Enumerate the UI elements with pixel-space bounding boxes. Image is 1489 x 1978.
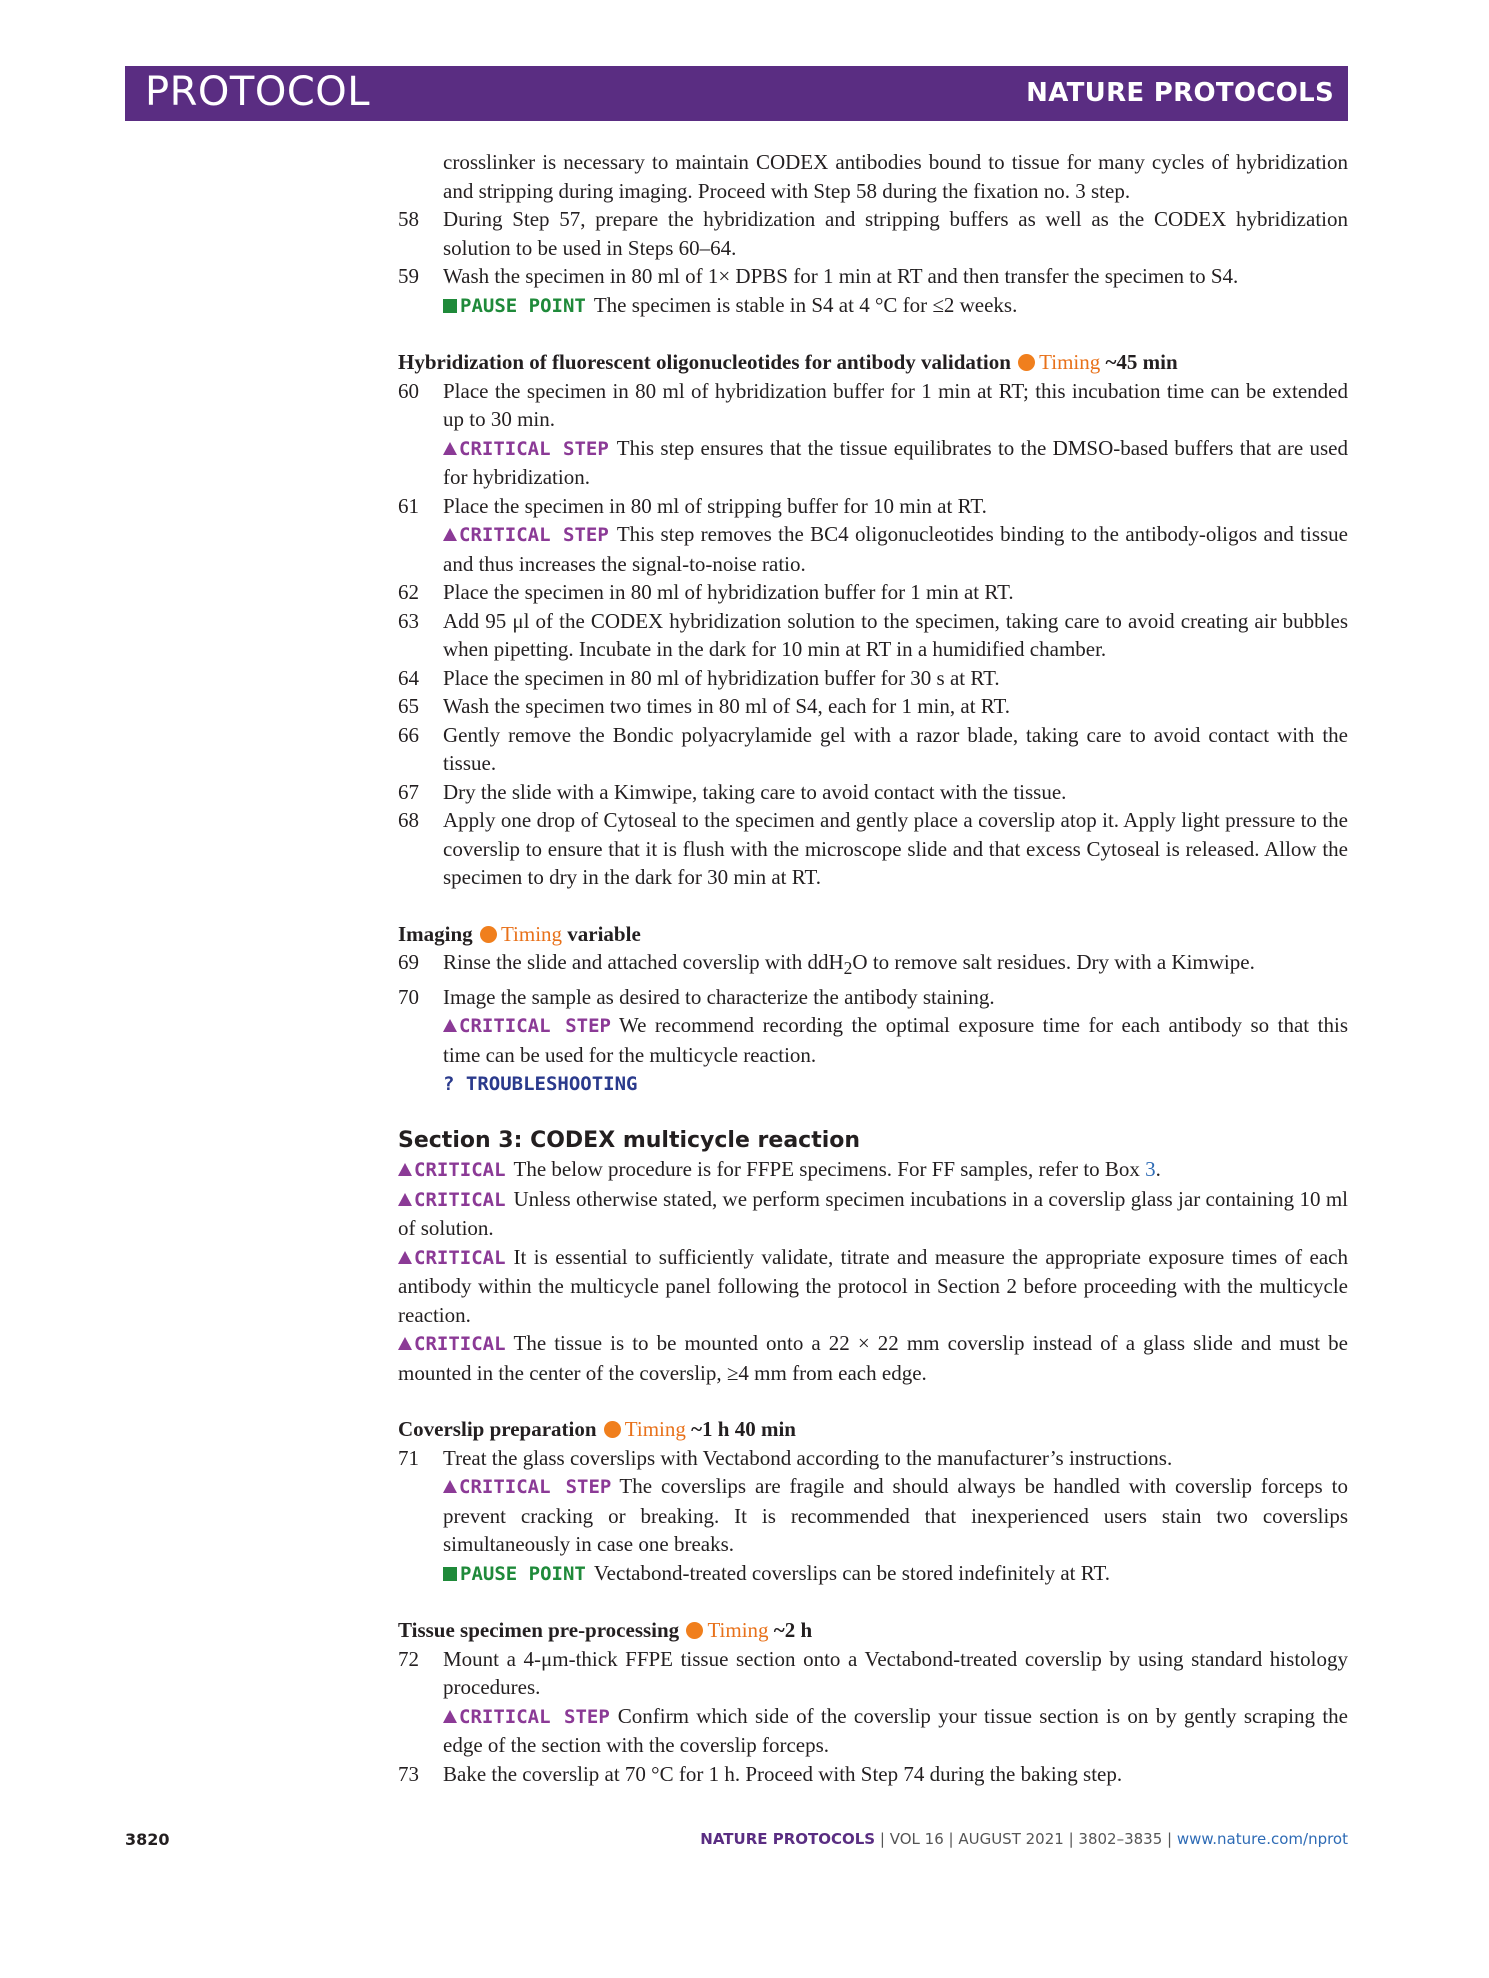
critical-step-label: CRITICAL STEP <box>459 437 609 460</box>
step-67 <box>398 778 1348 807</box>
step-text: Add 95 μl of the CODEX hybridization solution to the specimen, taking care to avoid creating air bubbles when pipetting. Incubate in the dark for 10 min at RT in a humidified chamber. <box>443 608 1348 661</box>
step-text: Place the specimen in 80 ml of hybridization buffer for 30 s at RT. <box>443 665 1000 690</box>
step-72 <box>398 1645 1348 1702</box>
footer-separator: | <box>875 1830 890 1848</box>
heading-title: Hybridization of fluorescent oligonucleotides for antibody validation <box>398 350 1011 374</box>
page-number: 3820 <box>125 1830 170 1849</box>
timing-dot-icon <box>686 1622 703 1639</box>
critical-step-note <box>398 1472 1348 1559</box>
critical-step-label: CRITICAL STEP <box>459 524 609 546</box>
step-63 <box>398 607 1348 664</box>
critical-step-label: CRITICAL STEP <box>459 1476 612 1499</box>
step-number: 70 <box>398 984 419 1009</box>
step-58 <box>398 205 1348 262</box>
troubleshooting-label[interactable]: ? TROUBLESHOOTING <box>443 1073 638 1096</box>
troubleshooting-link[interactable] <box>398 1069 1348 1099</box>
pause-point-note <box>398 1559 1348 1589</box>
step-number: 64 <box>398 665 419 690</box>
timing-value: ~2 h <box>773 1618 813 1643</box>
timing-label: Timing <box>707 1618 769 1643</box>
critical-step-note <box>398 1011 1348 1069</box>
step-number: 68 <box>398 808 419 832</box>
step-number: 59 <box>398 264 419 288</box>
timing-value: ~45 min <box>1105 350 1178 374</box>
critical-note-1 <box>398 1155 1348 1185</box>
step-number: 65 <box>398 694 419 718</box>
step-64 <box>398 664 1348 693</box>
critical-label: CRITICAL <box>414 1188 506 1211</box>
step-text: Place the specimen in 80 ml of stripping buffer for 10 min at RT. <box>443 493 987 518</box>
step-70 <box>398 983 1348 1012</box>
footer-issue: AUGUST 2021 <box>958 1830 1064 1848</box>
step-text: Apply one drop of Cytoseal to the specimen and gently place a coverslip atop it. Apply light pressure to the coverslip to ensure that it is flush with the microscope slide and that excess Cytoseal is released. Allow the specimen to dry in the dark for 30 min at RT. <box>443 808 1348 889</box>
timing-dot-icon <box>604 1421 621 1438</box>
critical-step-text: We recommend recording the optimal exposure time for each antibody so that this time can be used for the multicycle reaction. <box>443 1013 1348 1067</box>
step-text: Wash the specimen in 80 ml of 1× DPBS for 1 min at RT and then transfer the specimen to S4. <box>443 264 1239 288</box>
section-heading-tissue <box>398 1616 1348 1645</box>
section-3-title: Section 3: CODEX multicycle reaction <box>398 1127 861 1153</box>
section-heading-coverslip <box>398 1415 1348 1444</box>
timing-value: variable <box>567 921 641 946</box>
step-text-a: Rinse the slide and attached coverslip with ddH <box>443 950 844 974</box>
critical-triangle-icon <box>443 1019 457 1032</box>
pause-square-icon <box>443 299 457 313</box>
step-text: Bake the coverslip at 70 °C for 1 h. Proceed with Step 74 during the baking step. <box>443 1761 1123 1786</box>
critical-triangle-icon <box>443 1480 457 1493</box>
step-text-b: O to remove salt residues. Dry with a Kimwipe. <box>852 950 1255 974</box>
step-text: During Step 57, prepare the hybridization and stripping buffers as well as the CODEX hybridization solution to be used in Steps 60–64. <box>443 207 1348 260</box>
timing-value: ~1 h 40 min <box>691 1417 796 1442</box>
step-number: 63 <box>398 608 419 633</box>
critical-step-text: This step ensures that the tissue equilibrates to the DMSO-based buffers that are used for hybridization. <box>443 435 1348 489</box>
critical-note-2 <box>398 1185 1348 1243</box>
timing-dot-icon <box>480 926 497 943</box>
pause-point-text: The specimen is stable in S4 at 4 °C for ≤2 weeks. <box>593 292 1018 317</box>
section-heading-imaging <box>398 920 1348 949</box>
header-journal-name: NATURE PROTOCOLS <box>1026 78 1334 108</box>
subscript-2: 2 <box>843 958 853 979</box>
step-71 <box>398 1444 1348 1473</box>
step-text: Wash the specimen two times in 80 ml of S4, each for 1 min, at RT. <box>443 694 1011 718</box>
step-text: Dry the slide with a Kimwipe, taking care to avoid contact with the tissue. <box>443 779 1067 804</box>
footer-journal: NATURE PROTOCOLS <box>700 1830 876 1848</box>
critical-triangle-icon <box>398 1163 412 1176</box>
timing-label: Timing <box>1039 350 1101 374</box>
critical-triangle-icon <box>443 442 457 455</box>
step-number: 62 <box>398 580 419 604</box>
footer-volume: VOL 16 <box>889 1830 944 1848</box>
pause-point-note <box>398 291 1348 321</box>
critical-text: The below procedure is for FFPE specimens. For FF samples, refer to Box <box>513 1157 1146 1182</box>
step-text: Image the sample as desired to characterize the antibody staining. <box>443 984 995 1009</box>
critical-triangle-icon <box>398 1337 412 1350</box>
critical-step-note <box>398 1702 1348 1760</box>
main-content <box>398 148 1348 1788</box>
critical-triangle-icon <box>398 1193 412 1206</box>
pause-point-label: PAUSE POINT <box>460 1562 586 1585</box>
critical-text: It is essential to sufficiently validate, titrate and measure the appropriate exposure times of each antibody within the multicycle panel following the protocol in Section 2 before proceeding with the multicycle reaction. <box>398 1244 1348 1327</box>
step-number: 73 <box>398 1761 419 1786</box>
continuation-text: crosslinker is necessary to maintain CODEX antibodies bound to tissue for many cycles of hybridization and stripping during imaging. Proceed with Step 58 during the fixation no. 3 step. <box>443 150 1348 203</box>
critical-step-note <box>398 520 1348 578</box>
header-bar <box>125 66 1348 121</box>
footer-separator: | <box>943 1830 959 1848</box>
step-65 <box>398 692 1348 721</box>
critical-step-text: Confirm which side of the coverslip your tissue section is on by gently scraping the edge of the section with the coverslip forceps. <box>443 1703 1348 1758</box>
critical-triangle-icon <box>443 1710 457 1723</box>
box-3-link[interactable]: 3 <box>1145 1157 1156 1182</box>
step-text: Treat the glass coverslips with Vectabond according to the manufacturer’s instructions. <box>443 1445 1173 1470</box>
footer-url-link[interactable]: www.nature.com/nprot <box>1176 1830 1348 1848</box>
footer-pages: 3802–3835 <box>1078 1830 1163 1848</box>
step-number: 58 <box>398 207 419 231</box>
header-section-label: PROTOCOL <box>145 69 371 115</box>
step-59 <box>398 262 1348 291</box>
step-number: 60 <box>398 378 419 403</box>
critical-note-4 <box>398 1329 1348 1387</box>
step-text: Place the specimen in 80 ml of hybridization buffer for 1 min at RT; this incubation time can be extended up to 30 min. <box>443 378 1348 431</box>
critical-triangle-icon <box>443 528 457 541</box>
critical-step-text: This step removes the BC4 oligonucleotides binding to the antibody-oligos and tissue and thus increases the signal-to-noise ratio. <box>443 522 1348 576</box>
step-73 <box>398 1760 1348 1789</box>
critical-step-text: The coverslips are fragile and should always be handled with coverslip forceps to prevent cracking or breaking. It is recommended that inexperienced users stain two coverslips simultaneously in case one breaks. <box>443 1474 1348 1557</box>
critical-label: CRITICAL <box>414 1333 506 1356</box>
critical-note-3 <box>398 1243 1348 1330</box>
footer-citation <box>700 1830 1348 1848</box>
section-heading-hybridization <box>398 348 1348 377</box>
pause-square-icon <box>443 1567 457 1581</box>
critical-step-note <box>398 434 1348 492</box>
step-number: 69 <box>398 950 419 974</box>
pause-point-text: Vectabond-treated coverslips can be stored indefinitely at RT. <box>593 1560 1111 1585</box>
critical-text: The tissue is to be mounted onto a 22 × 22 mm coverslip instead of a glass slide and must be mounted in the center of the coverslip, ≥4 mm from each edge. <box>398 1331 1348 1385</box>
footer-separator: | <box>1162 1830 1177 1848</box>
heading-title: Coverslip preparation <box>398 1417 597 1442</box>
step-text: Mount a 4-μm-thick FFPE tissue section onto a Vectabond-treated coverslip by using standard histology procedures. <box>443 1646 1348 1700</box>
step-62 <box>398 578 1348 607</box>
critical-triangle-icon <box>398 1251 412 1264</box>
step-60 <box>398 377 1348 434</box>
critical-text: Unless otherwise stated, we perform specimen incubations in a coverslip glass jar containing 10 ml of solution. <box>398 1186 1348 1241</box>
step-number: 67 <box>398 779 419 804</box>
footer-separator: | <box>1063 1830 1079 1848</box>
step-number: 66 <box>398 722 419 747</box>
heading-title: Tissue specimen pre-processing <box>398 1618 680 1643</box>
timing-label: Timing <box>500 921 563 946</box>
step-number: 61 <box>398 493 419 518</box>
step-68 <box>398 806 1348 892</box>
critical-label: CRITICAL <box>414 1159 506 1182</box>
step-text: Place the specimen in 80 ml of hybridization buffer for 1 min at RT. <box>443 580 1014 604</box>
step-number: 72 <box>398 1646 419 1671</box>
critical-step-label: CRITICAL STEP <box>459 1015 611 1038</box>
critical-text-end: . <box>1155 1157 1161 1182</box>
timing-dot-icon <box>1018 354 1035 371</box>
step-text: Gently remove the Bondic polyacrylamide gel with a razor blade, taking care to avoid contact with the tissue. <box>443 722 1348 775</box>
step-69 <box>398 948 1348 983</box>
step-number: 71 <box>398 1445 419 1470</box>
pause-point-label: PAUSE POINT <box>460 294 586 317</box>
timing-label: Timing <box>624 1417 686 1442</box>
step-61 <box>398 492 1348 521</box>
step-66 <box>398 721 1348 778</box>
critical-step-label: CRITICAL STEP <box>459 1705 610 1728</box>
critical-label: CRITICAL <box>414 1246 506 1269</box>
heading-title: Imaging <box>398 921 473 946</box>
